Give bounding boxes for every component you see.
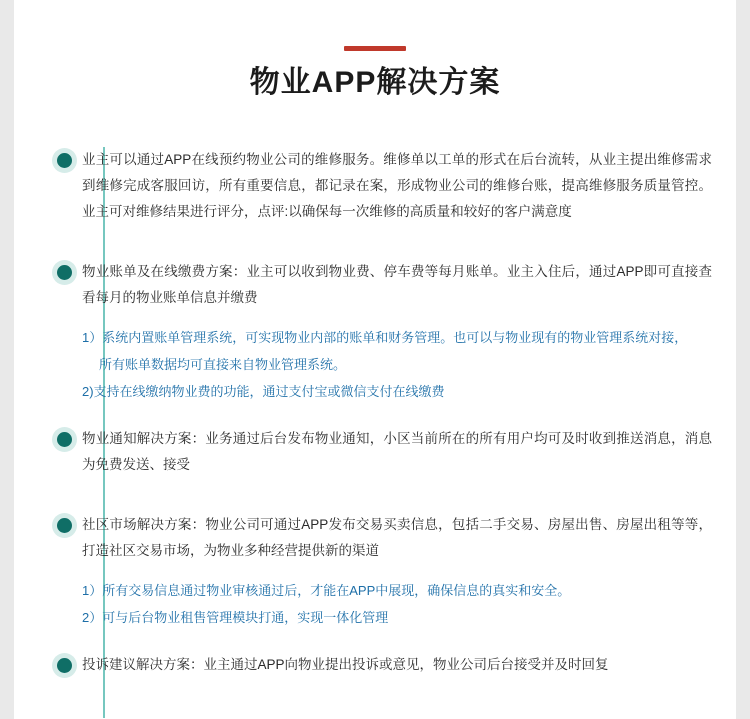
page-title: 物业APP解决方案 (249, 66, 501, 99)
section-note: 所有账单数据均可直接来自物业管理系统。 (99, 357, 347, 372)
timeline-item-complaint (82, 652, 712, 678)
title-accent-rule (344, 46, 406, 51)
timeline (14, 147, 736, 678)
timeline-dot-icon (57, 432, 72, 447)
section-note: 1）所有交易信息通过物业审核通过后，才能在APP中展现，确保信息的真实和安全。 (82, 583, 571, 598)
section-notes (82, 325, 712, 404)
timeline-item-bill (82, 259, 712, 404)
timeline-item-repair (82, 147, 712, 225)
timeline-dot-icon (57, 153, 72, 168)
section-note: 2）可与后台物业租售管理模块打通，实现一体化管理 (82, 610, 389, 625)
timeline-dot-icon (57, 658, 72, 673)
section-paragraph: 物业通知解决方案：业务通过后台发布物业通知，小区当前所在的所有用户均可及时收到推送消息，消息为免费发送、接受 (82, 431, 712, 472)
section-notes (82, 578, 712, 630)
section-note: 2)支持在线缴纳物业费的功能，通过支付宝或微信支付在线缴费 (82, 384, 445, 399)
section-paragraph: 业主可以通过APP在线预约物业公司的维修服务。维修单以工单的形式在后台流转，从业主提出维修需求到维修完成客服回访，所有重要信息，都记录在案，形成物业公司的维修台账，提高维修服务质量管控。业主可对维修结果进行评分，点评:以确保每一次维修的高质量和较好的客户满意度 (82, 152, 712, 219)
title-block (14, 0, 736, 101)
section-paragraph: 物业账单及在线缴费方案：业主可以收到物业费、停车费等每月账单。业主入住后，通过APP即可直接查看每月的物业账单信息并缴费 (82, 264, 712, 305)
timeline-item-notice (82, 426, 712, 478)
section-note: 1）系统内置账单管理系统，可实现物业内部的账单和财务管理。也可以与物业现有的物业管理系统对接， (82, 330, 688, 345)
section-paragraph: 投诉建议解决方案：业主通过APP向物业提出投诉或意见，物业公司后台接受并及时回复 (82, 657, 609, 672)
timeline-item-market (82, 512, 712, 630)
section-paragraph: 社区市场解决方案：物业公司可通过APP发布交易买卖信息，包括二手交易、房屋出售、房屋出租等等，打造社区交易市场，为物业多种经营提供新的渠道 (82, 517, 712, 558)
timeline-dot-icon (57, 518, 72, 533)
timeline-dot-icon (57, 265, 72, 280)
